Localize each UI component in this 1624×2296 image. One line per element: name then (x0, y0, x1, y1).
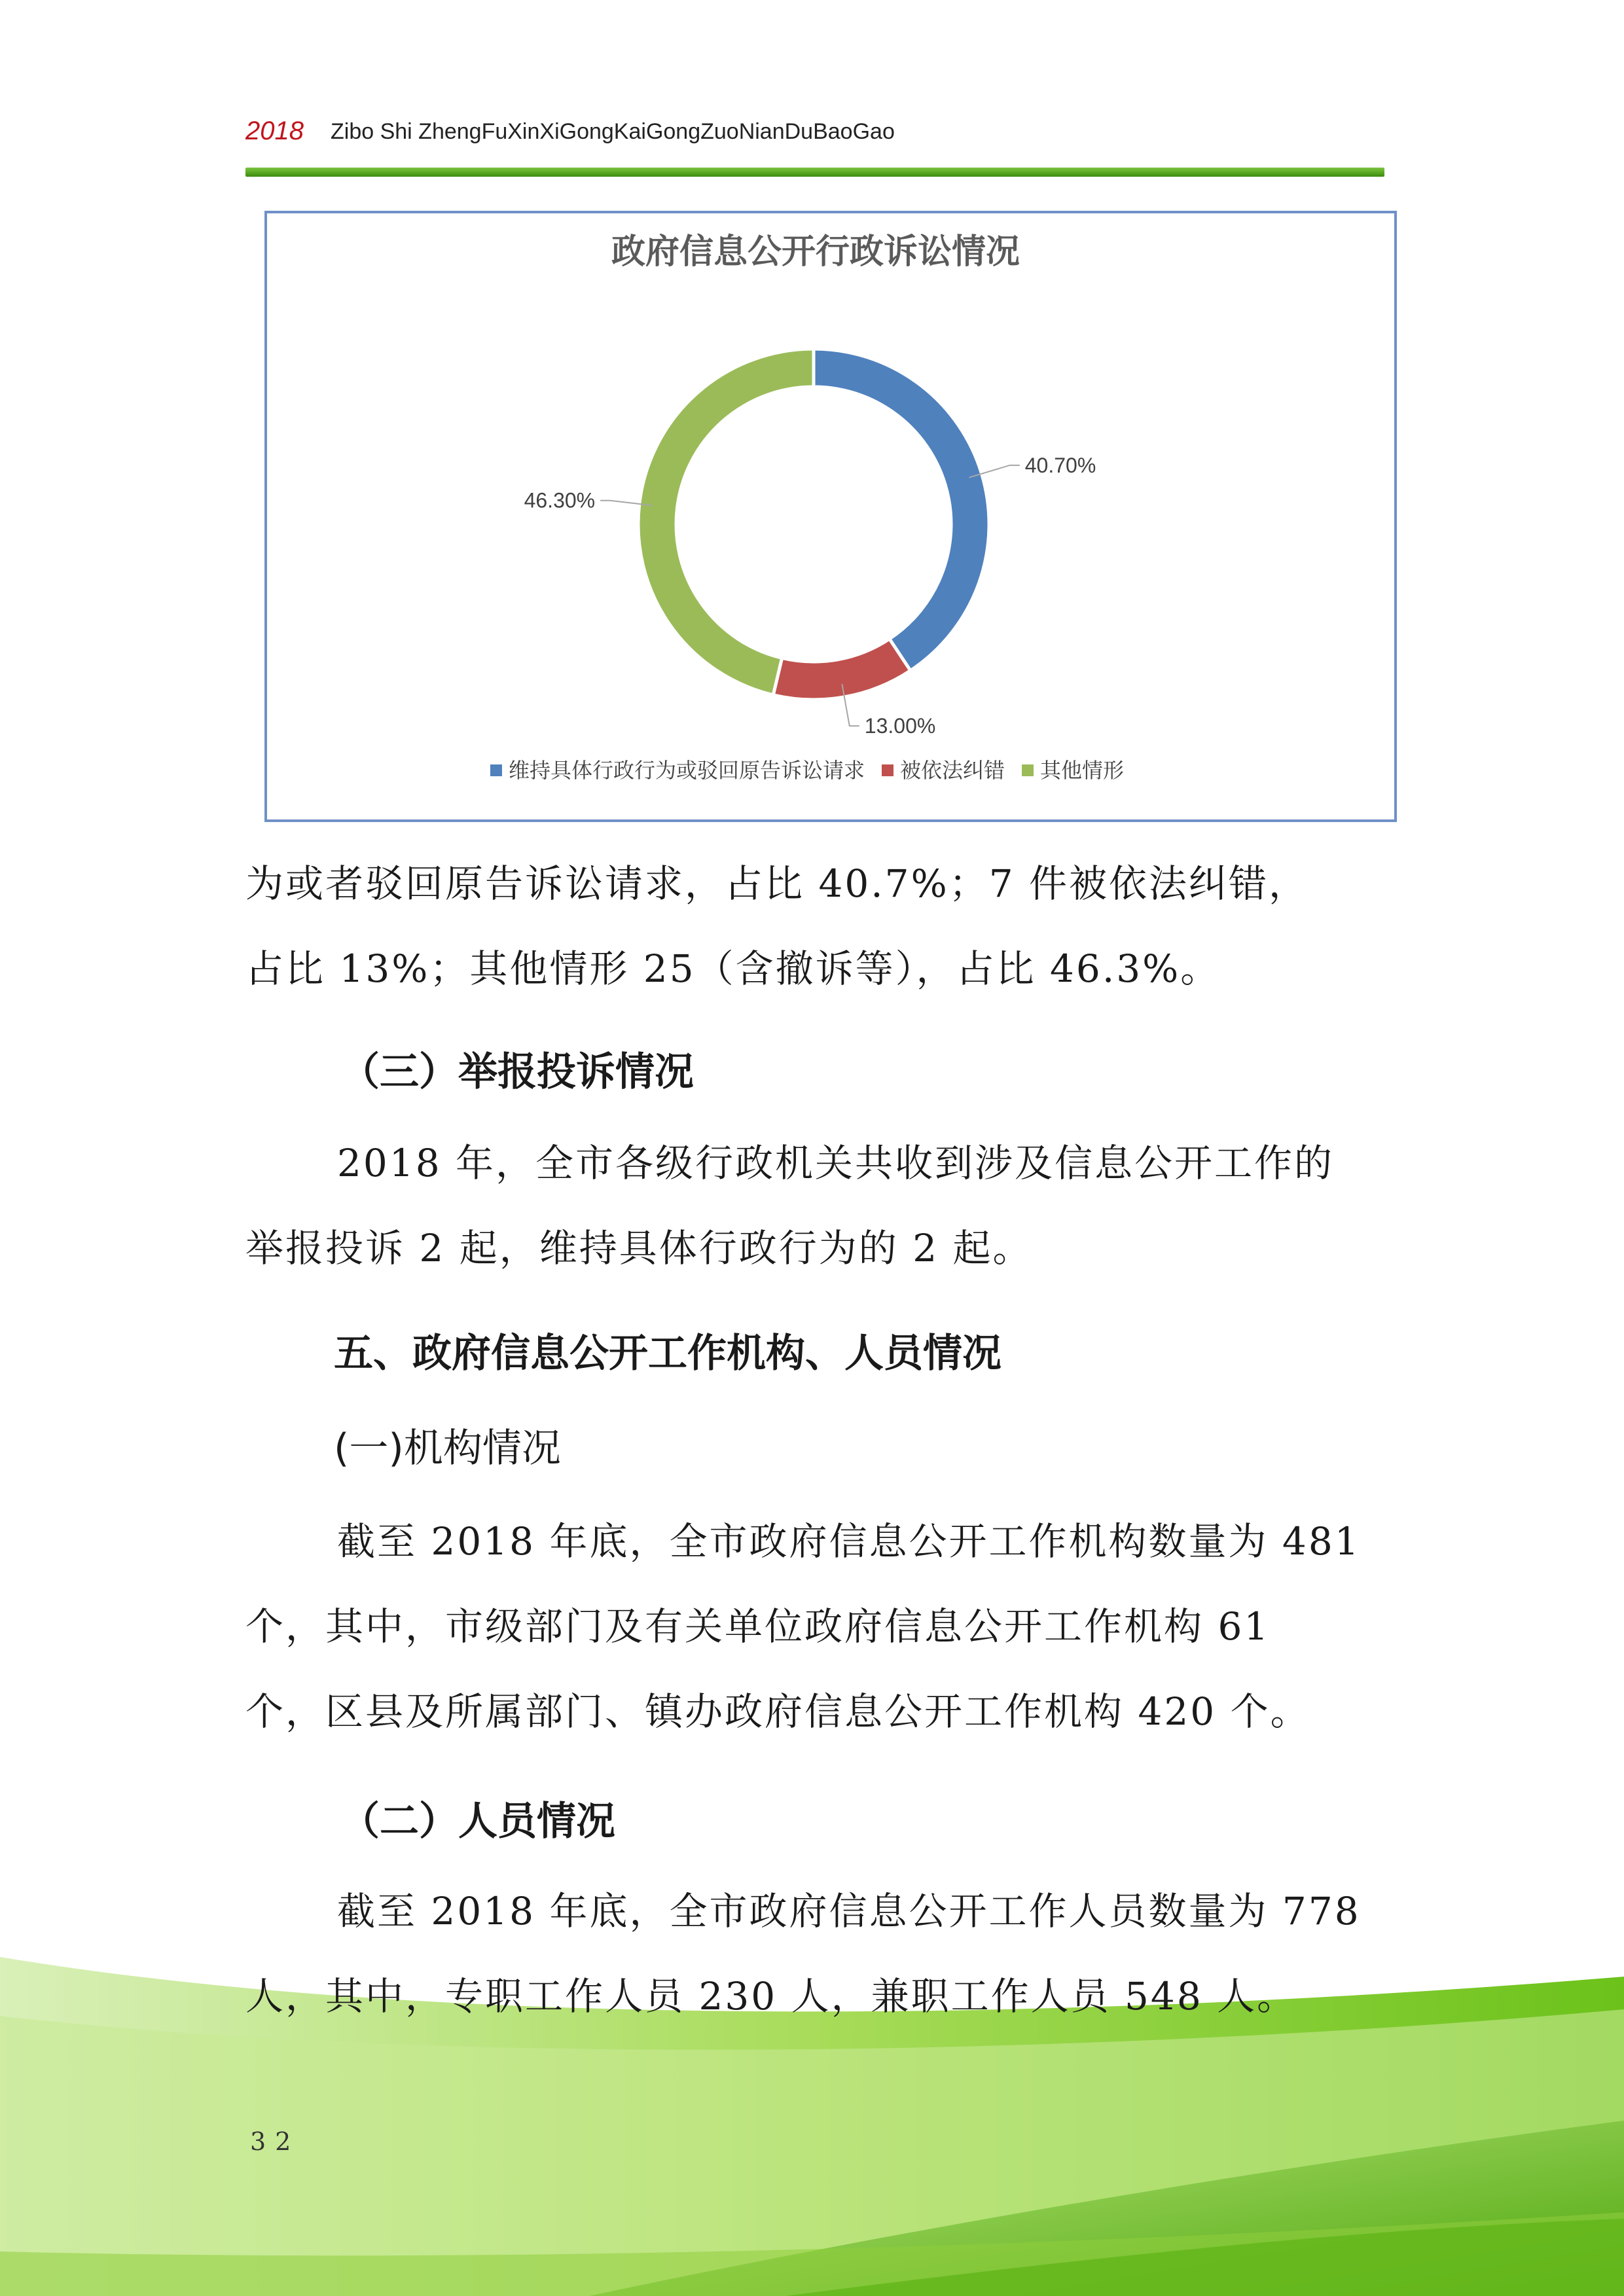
paragraph-litigation-line2: 占比 13%；其他情形 25（含撤诉等），占比 46.3%。 (245, 946, 1221, 991)
data-label-2: 46.30% (524, 488, 596, 512)
paragraph-litigation-line1: 为或者驳回原告诉讼请求，占比 40.7%；7 件被依法纠错， (245, 861, 1309, 906)
chart-title: 政府信息公开行政诉讼情况 (611, 232, 1020, 272)
chart-slices (638, 349, 989, 700)
legend-swatch-0 (490, 764, 502, 776)
page-number: 32 (250, 2127, 300, 2156)
heading-section-five: 五、政府信息公开工作机构、人员情况 (334, 1331, 1001, 1376)
donut-slice-1 (773, 639, 911, 700)
donut-slice-0 (814, 349, 989, 671)
header-divider-bar (245, 168, 1384, 177)
paragraph-complaints-line1: 2018 年，全市各级行政机关共收到涉及信息公开工作的 (337, 1141, 1335, 1185)
heading-agencies: (一)机构情况 (334, 1426, 561, 1471)
data-label-0: 40.70% (1024, 453, 1096, 477)
page-header (245, 111, 1384, 183)
header-year: 2018 (245, 117, 304, 145)
paragraph-staff-line2: 人，其中，专职工作人员 230 人，兼职工作人员 548 人。 (245, 1974, 1297, 2018)
donut-chart (267, 213, 1394, 819)
legend-swatch-2 (1022, 764, 1034, 776)
paragraph-agencies-line1: 截至 2018 年底，全市政府信息公开工作机构数量为 481 (337, 1519, 1361, 1564)
paragraph-complaints-line2: 举报投诉 2 起，维持具体行政行为的 2 起。 (245, 1226, 1033, 1270)
legend-label-0: 维持具体行政行为或驳回原告诉讼请求 (508, 758, 865, 783)
legend-label-2: 其他情形 (1040, 758, 1125, 783)
heading-staff: （二）人员情况 (340, 1799, 615, 1844)
chart-container (264, 211, 1397, 822)
legend-swatch-1 (882, 764, 893, 776)
paragraph-agencies-line2: 个，其中，市级部门及有关单位政府信息公开工作机构 61 (245, 1604, 1271, 1649)
heading-report-complaints: （三）举报投诉情况 (340, 1049, 694, 1095)
data-label-1: 13.00% (864, 714, 936, 738)
header-title: Zibo Shi ZhengFuXinXiGongKaiGongZuoNianDuBaoGao (331, 119, 895, 144)
paragraph-agencies-line3: 个，区县及所属部门、镇办政府信息公开工作机构 420 个。 (245, 1689, 1310, 1734)
donut-slice-2 (638, 349, 814, 695)
chart-legend (490, 758, 1124, 783)
paragraph-staff-line1: 截至 2018 年底，全市政府信息公开工作人员数量为 778 (337, 1889, 1361, 1933)
legend-label-1: 被依法纠错 (899, 758, 1005, 783)
